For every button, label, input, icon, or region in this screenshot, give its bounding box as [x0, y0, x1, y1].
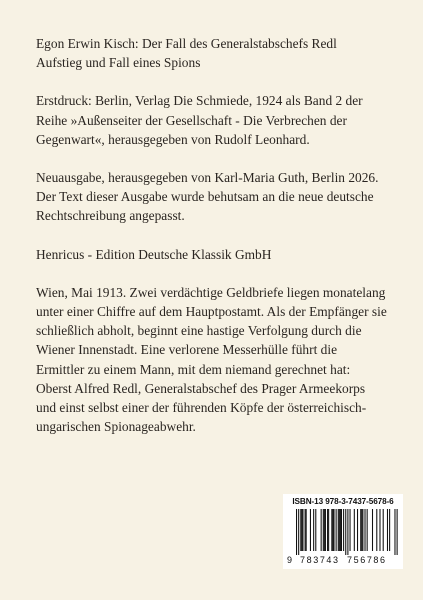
first-print-text: Erstdruck: Berlin, Verlag Die Schmiede, 1924 als Band 2 der Reihe »Außenseiter der Gesellschaft - Die Verbrechen der Gegenwart«, herausgegeben von Rudolf Leonhard. — [36, 93, 363, 147]
barcode-bar — [354, 509, 355, 551]
imprint-page — [36, 34, 388, 455]
barcode-bar — [301, 509, 302, 551]
barcode-bar — [325, 509, 326, 551]
barcode-bar — [379, 509, 380, 551]
barcode-digit-first: 9 — [287, 555, 293, 565]
barcode-digits-right: 756786 — [347, 555, 387, 565]
barcode-bar — [331, 509, 332, 551]
barcode-bar — [315, 509, 316, 551]
barcode-bar — [364, 509, 365, 551]
barcode-digits-left: 783743 — [300, 555, 340, 565]
barcode-bars — [287, 509, 399, 555]
blurb — [36, 283, 388, 437]
barcode-bar — [340, 509, 341, 551]
barcode-bar — [310, 509, 311, 551]
barcode-bar — [324, 509, 325, 551]
barcode-bar — [357, 509, 358, 551]
publisher-text: Henricus - Edition Deutsche Klassik GmbH — [36, 246, 272, 262]
barcode-bar — [397, 509, 398, 555]
barcode-bar — [313, 509, 314, 551]
barcode-bar — [383, 509, 384, 551]
barcode-bar — [327, 509, 328, 551]
barcode-bar — [394, 509, 395, 555]
barcode-bar — [361, 509, 362, 551]
barcode-bar — [296, 509, 297, 555]
new-edition-text: Neuausgabe, herausgegeben von Karl-Maria Guth, Berlin 2026. Der Text dieser Ausgabe wurde behutsam an die neue deutsche Rechtschreibung angepasst. — [36, 170, 379, 224]
blurb-text: Wien, Mai 1913. Zwei verdächtige Geldbriefe liegen monatelang unter einer Chiffre auf dem Hauptpostamt. Als der Empfänger sie schließlich abholt, beginnt eine hastige Verfolgung durch die Wiener Innenstadt. Eine verlorene Messerhülle führt die Ermittler zu einem Mann, mit dem niemand gerechnet hat: Oberst Alfred Redl, Generalstabschef des Prager Armeekorps und einst selbst einer der führenden Köpfe der österreichisch-ungarischen Spionageabwehr. — [36, 284, 387, 435]
barcode-bar — [332, 509, 333, 551]
barcode-bar — [350, 509, 351, 551]
barcode-bar — [360, 509, 361, 551]
barcode-bar — [347, 509, 348, 555]
barcode-bar — [323, 509, 324, 551]
barcode-bar — [321, 509, 322, 551]
publisher-note — [36, 245, 388, 264]
barcode-bar — [300, 509, 301, 551]
barcode-bar — [367, 509, 368, 551]
barcode-bar — [345, 509, 346, 555]
book-subtitle: Aufstieg und Fall eines Spions — [36, 55, 201, 71]
barcode-bar — [339, 509, 340, 551]
title-block — [36, 34, 388, 72]
barcode-bar — [372, 509, 373, 551]
barcode-bar — [341, 509, 342, 551]
barcode-digits — [287, 555, 399, 565]
barcode-bar — [362, 509, 363, 551]
barcode-bar — [343, 509, 344, 551]
barcode-bar — [389, 509, 390, 551]
barcode-bar — [305, 509, 306, 551]
new-edition-note — [36, 168, 388, 226]
barcode-bar — [298, 509, 299, 555]
barcode-bar — [302, 509, 303, 551]
first-print-note — [36, 91, 388, 149]
barcode-bar — [333, 509, 334, 551]
isbn-label: ISBN-13 978-3-7437-5678-6 — [292, 497, 394, 506]
barcode-bar — [328, 509, 329, 551]
barcode-bar — [376, 509, 377, 551]
barcode-bar — [306, 509, 307, 551]
barcode-bar — [338, 509, 339, 551]
barcode-bar — [336, 509, 337, 551]
barcode-bar — [387, 509, 388, 551]
book-title: Egon Erwin Kisch: Der Fall des Generalstabschefs Redl — [36, 36, 337, 51]
isbn-barcode — [283, 494, 403, 569]
